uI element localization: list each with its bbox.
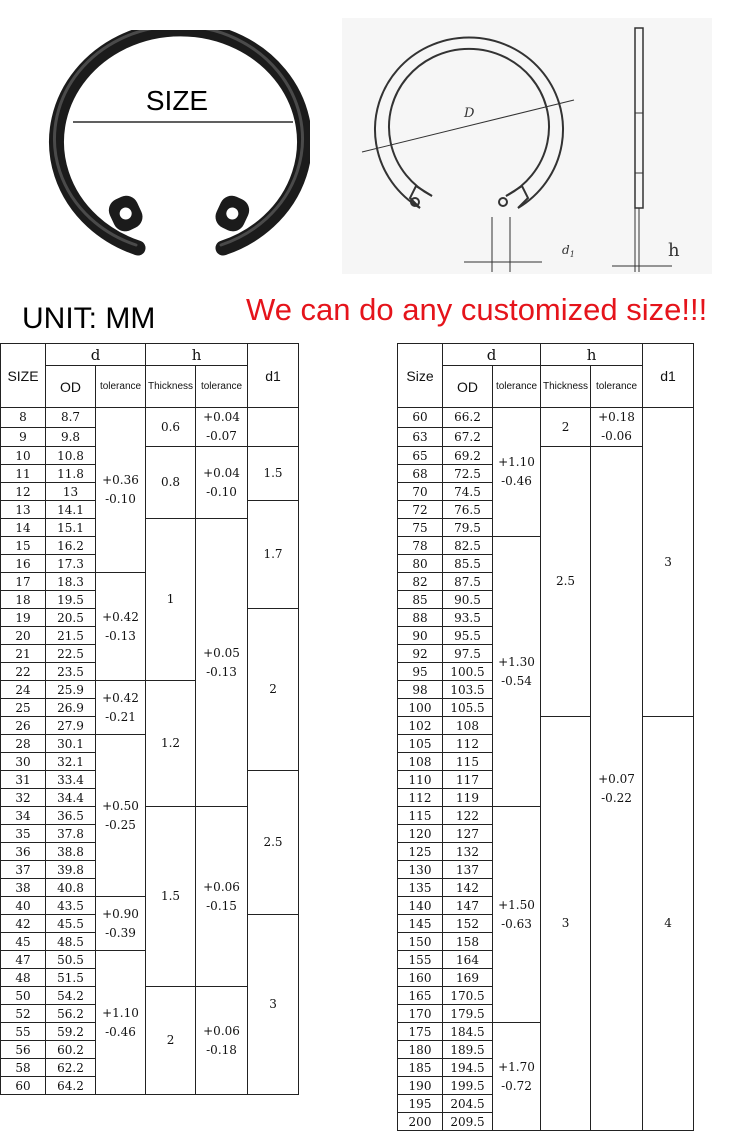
od-cell: 34.4 [46,789,96,807]
thickness-cell-value: 1.5 [160,889,181,903]
d1-cell [643,408,694,717]
od-cell: 112 [443,735,493,753]
size-cell: 50 [1,987,46,1005]
od-cell: 79.5 [443,519,493,537]
h-tolerance-cell-value: +0.18 [598,410,635,424]
od-tolerance-cell-value-lower: -0.21 [105,709,136,724]
d1-cell [248,447,299,501]
od-tolerance-cell [493,408,541,537]
size-cell: 26 [1,717,46,735]
od-cell: 90.5 [443,591,493,609]
od-cell: 103.5 [443,681,493,699]
od-cell: 199.5 [443,1077,493,1095]
od-cell: 105.5 [443,699,493,717]
size-cell: 20 [1,627,46,645]
od-cell: 93.5 [443,609,493,627]
d1-cell [643,717,694,1131]
od-tolerance-cell-value: +1.10 [102,1005,139,1020]
size-cell: 140 [398,897,443,915]
od-tolerance-cell [96,681,146,735]
custom-size-note: We can do any customized size!!! [246,292,708,327]
od-cell: 22.5 [46,645,96,663]
size-cell: 195 [398,1095,443,1113]
od-cell: 33.4 [46,771,96,789]
size-cell: 55 [1,1023,46,1041]
thickness-cell-value: 2 [561,419,570,434]
h-tolerance-cell [196,519,248,807]
size-cell: 112 [398,789,443,807]
size-cell: 68 [398,465,443,483]
thickness-cell [146,447,196,519]
od-tolerance-cell [493,537,541,807]
size-cell: 31 [1,771,46,789]
od-tolerance-cell-value-lower: -0.39 [105,925,136,940]
od-cell: 169 [443,969,493,987]
size-cell: 35 [1,825,46,843]
od-tolerance-cell-value: +0.36 [102,473,139,487]
od-cell: 97.5 [443,645,493,663]
size-cell: 15 [1,537,46,555]
od-cell: 45.5 [46,915,96,933]
od-tolerance-header: tolerance [493,366,541,408]
od-tolerance-cell-value-lower: -0.13 [105,628,136,643]
size-cell: 60 [1,1077,46,1095]
size-cell: 14 [1,519,46,537]
od-cell: 137 [443,861,493,879]
h-tolerance-cell-value-lower: -0.07 [206,429,237,443]
thickness-cell-value: 2.5 [555,574,576,588]
h-tolerance-cell-value-lower: -0.10 [206,484,237,499]
right-size-table [397,343,694,1131]
thickness-cell-value: 3 [561,916,570,930]
od-cell: 184.5 [443,1023,493,1041]
thickness-cell-value: 1.2 [160,736,181,750]
size-cell: 12 [1,483,46,501]
od-cell: 108 [443,717,493,735]
size-cell: 8 [1,408,46,428]
od-cell: 74.5 [443,483,493,501]
od-tolerance-cell [96,735,146,897]
d1-cell [248,408,299,447]
size-cell: 200 [398,1113,443,1131]
od-cell: 51.5 [46,969,96,987]
thickness-cell [541,447,591,717]
h-tolerance-cell [196,807,248,987]
od-cell: 158 [443,933,493,951]
h-tolerance-cell-value-lower: -0.22 [601,790,632,805]
od-cell: 21.5 [46,627,96,645]
od-tolerance-cell-value: +0.50 [102,798,139,813]
drawing-lines [362,28,672,272]
od-cell: 69.2 [443,447,493,465]
od-cell: 152 [443,915,493,933]
od-cell: 16.2 [46,537,96,555]
size-cell: 16 [1,555,46,573]
size-cell: 100 [398,699,443,717]
thickness-cell [146,987,196,1095]
h-tolerance-cell-value: +0.04 [203,465,240,480]
size-header: Size [398,344,443,408]
technical-drawing [342,18,712,274]
d1-cell [248,915,299,1095]
od-tolerance-cell-value: +1.10 [498,455,535,469]
od-cell: 119 [443,789,493,807]
od-tolerance-cell-value-lower: -0.46 [501,474,532,488]
size-header: SIZE [1,344,46,408]
od-tolerance-cell-value-lower: -0.10 [105,492,136,506]
size-cell: 175 [398,1023,443,1041]
od-cell: 48.5 [46,933,96,951]
d1-header: d1 [248,344,299,408]
size-cell: 165 [398,987,443,1005]
od-cell: 40.8 [46,879,96,897]
od-cell: 64.2 [46,1077,96,1095]
thickness-cell-value: 2 [166,1033,175,1047]
size-cell: 115 [398,807,443,825]
od-cell: 32.1 [46,753,96,771]
thickness-header: Thickness [146,366,196,408]
thickness-cell [146,681,196,807]
size-cell: 19 [1,609,46,627]
od-cell: 209.5 [443,1113,493,1131]
size-cell: 72 [398,501,443,519]
od-cell: 38.8 [46,843,96,861]
table-row [398,717,694,735]
size-cell: 145 [398,915,443,933]
od-cell: 50.5 [46,951,96,969]
size-cell: 18 [1,591,46,609]
h-tolerance-cell [591,447,643,1131]
size-cell: 150 [398,933,443,951]
od-cell: 27.9 [46,717,96,735]
od-cell: 179.5 [443,1005,493,1023]
d-group-header: d [443,344,541,366]
od-header: OD [46,366,96,408]
d1-cell-value: 3 [664,554,672,569]
size-cell: 47 [1,951,46,969]
od-cell: 170.5 [443,987,493,1005]
od-tolerance-cell-value: +0.42 [102,609,139,624]
thickness-cell [146,807,196,987]
h-tolerance-cell-value: +0.06 [203,1023,240,1038]
h-group-header: h [541,344,643,366]
od-tolerance-cell-value-lower: -0.25 [105,817,136,832]
h-tolerance-cell-value: +0.04 [203,410,240,424]
od-tolerance-cell-value: +0.90 [102,906,139,921]
od-cell: 23.5 [46,663,96,681]
size-cell: 56 [1,1041,46,1059]
size-cell: 58 [1,1059,46,1077]
d1-cell [248,609,299,771]
size-cell: 21 [1,645,46,663]
size-cell: 180 [398,1041,443,1059]
od-cell: 147 [443,897,493,915]
od-cell: 72.5 [443,465,493,483]
size-cell: 75 [398,519,443,537]
h-tolerance-cell-value: +0.07 [598,771,635,786]
od-cell: 59.2 [46,1023,96,1041]
size-cell: 185 [398,1059,443,1077]
size-cell: 11 [1,465,46,483]
od-tolerance-cell-value-lower: -0.54 [501,673,532,688]
size-cell: 37 [1,861,46,879]
thickness-cell [146,519,196,681]
h-tolerance-cell [196,987,248,1095]
od-tolerance-cell [493,807,541,1023]
h-group-header: h [146,344,248,366]
od-cell: 18.3 [46,573,96,591]
od-cell: 82.5 [443,537,493,555]
h-tolerance-cell-value: +0.06 [203,879,240,894]
od-cell: 62.2 [46,1059,96,1077]
od-cell: 67.2 [443,427,493,447]
od-cell: 39.8 [46,861,96,879]
d1-cell-value: 4 [664,916,672,930]
od-cell: 19.5 [46,591,96,609]
od-cell: 76.5 [443,501,493,519]
h-tolerance-cell [196,447,248,519]
od-cell: 20.5 [46,609,96,627]
size-cell: 82 [398,573,443,591]
size-cell: 65 [398,447,443,465]
size-cell: 63 [398,427,443,447]
od-tolerance-cell [96,951,146,1095]
d1-cell [248,771,299,915]
d1-cell-value: 1.7 [263,547,283,561]
size-cell: 170 [398,1005,443,1023]
h-tolerance-cell-value-lower: -0.15 [206,898,237,913]
od-tolerance-cell-value: +1.70 [498,1059,535,1074]
size-cell: 24 [1,681,46,699]
od-cell: 115 [443,753,493,771]
size-cell: 98 [398,681,443,699]
size-cell: 22 [1,663,46,681]
od-cell: 43.5 [46,897,96,915]
size-cell: 30 [1,753,46,771]
od-tolerance-cell-value-lower: -0.72 [501,1078,532,1093]
table-row [398,408,694,428]
size-cell: 108 [398,753,443,771]
d1-cell-value: 2 [269,682,277,696]
od-tolerance-cell [96,573,146,681]
thickness-cell [541,408,591,447]
size-cell: 130 [398,861,443,879]
size-cell: 28 [1,735,46,753]
size-cell: 60 [398,408,443,428]
od-cell: 10.8 [46,447,96,465]
size-cell: 40 [1,897,46,915]
od-cell: 14.1 [46,501,96,519]
size-cell: 160 [398,969,443,987]
d1-cell-value: 2.5 [263,835,283,849]
od-cell: 189.5 [443,1041,493,1059]
size-cell: 70 [398,483,443,501]
thickness-label: h [668,240,680,261]
od-cell: 87.5 [443,573,493,591]
h-tolerance-cell-value: +0.05 [203,645,240,660]
od-tolerance-cell [96,897,146,951]
size-cell: 78 [398,537,443,555]
size-cell: 45 [1,933,46,951]
od-header: OD [443,366,493,408]
table-row [1,447,299,465]
d-group-header: d [46,344,146,366]
size-cell: 48 [1,969,46,987]
od-cell: 95.5 [443,627,493,645]
size-cell: 10 [1,447,46,465]
diameter-label: D [464,106,475,121]
od-cell: 17.3 [46,555,96,573]
od-cell: 164 [443,951,493,969]
size-cell: 90 [398,627,443,645]
h-tolerance-header: tolerance [591,366,643,408]
size-cell: 120 [398,825,443,843]
h-tolerance-header: tolerance [196,366,248,408]
size-label: SIZE [145,85,209,116]
od-cell: 204.5 [443,1095,493,1113]
od-tolerance-cell-value: +1.30 [498,654,535,669]
od-tolerance-cell-value-lower: -0.46 [105,1024,136,1039]
od-cell: 9.8 [46,427,96,447]
od-tolerance-cell-value: +1.50 [498,897,535,912]
od-cell: 127 [443,825,493,843]
size-cell: 34 [1,807,46,825]
od-tolerance-cell [96,408,146,573]
od-cell: 54.2 [46,987,96,1005]
od-cell: 60.2 [46,1041,96,1059]
od-cell: 194.5 [443,1059,493,1077]
od-cell: 66.2 [443,408,493,428]
left-size-table [0,343,299,1095]
od-cell: 30.1 [46,735,96,753]
size-cell: 36 [1,843,46,861]
size-cell: 105 [398,735,443,753]
size-cell: 80 [398,555,443,573]
od-cell: 8.7 [46,408,96,428]
od-cell: 36.5 [46,807,96,825]
size-cell: 32 [1,789,46,807]
od-tolerance-header: tolerance [96,366,146,408]
pin-hole-label: $d_1$ [562,243,575,259]
od-tolerance-cell-value-lower: -0.63 [501,916,532,931]
unit-label: UNIT: MM [22,302,156,335]
thickness-cell [541,717,591,1131]
h-tolerance-cell-value-lower: -0.13 [206,664,237,679]
h-tolerance-cell [591,408,643,447]
size-cell: 42 [1,915,46,933]
od-cell: 56.2 [46,1005,96,1023]
size-cell: 85 [398,591,443,609]
size-cell: 190 [398,1077,443,1095]
thickness-cell-value: 1 [166,592,175,606]
size-cell: 110 [398,771,443,789]
size-cell: 25 [1,699,46,717]
od-cell: 13 [46,483,96,501]
od-tolerance-cell [493,1023,541,1131]
size-cell: 135 [398,879,443,897]
od-cell: 132 [443,843,493,861]
size-cell: 125 [398,843,443,861]
od-cell: 122 [443,807,493,825]
od-cell: 85.5 [443,555,493,573]
od-cell: 100.5 [443,663,493,681]
size-cell: 88 [398,609,443,627]
size-cell: 155 [398,951,443,969]
thickness-header: Thickness [541,366,591,408]
d1-header: d1 [643,344,694,408]
size-cell: 95 [398,663,443,681]
thickness-cell-value: 0.6 [160,419,181,434]
size-cell: 92 [398,645,443,663]
table-row [1,408,299,428]
h-tolerance-cell-value-lower: -0.18 [206,1042,237,1057]
d1-cell [248,501,299,609]
od-cell: 37.8 [46,825,96,843]
thickness-cell [146,408,196,447]
h-tolerance-cell-value-lower: -0.06 [601,429,632,443]
size-cell: 52 [1,1005,46,1023]
od-tolerance-cell-value: +0.42 [102,690,139,705]
size-cell: 13 [1,501,46,519]
od-cell: 15.1 [46,519,96,537]
ring-photo [35,30,310,270]
od-cell: 26.9 [46,699,96,717]
size-cell: 17 [1,573,46,591]
size-cell: 9 [1,427,46,447]
od-cell: 11.8 [46,465,96,483]
size-cell: 38 [1,879,46,897]
od-cell: 117 [443,771,493,789]
od-cell: 142 [443,879,493,897]
h-tolerance-cell [196,408,248,447]
size-cell: 102 [398,717,443,735]
od-cell: 25.9 [46,681,96,699]
ring-photo-image [54,30,304,248]
d1-cell-value: 3 [269,997,277,1011]
thickness-cell-value: 0.8 [160,475,181,489]
d1-cell-value: 1.5 [263,466,283,480]
